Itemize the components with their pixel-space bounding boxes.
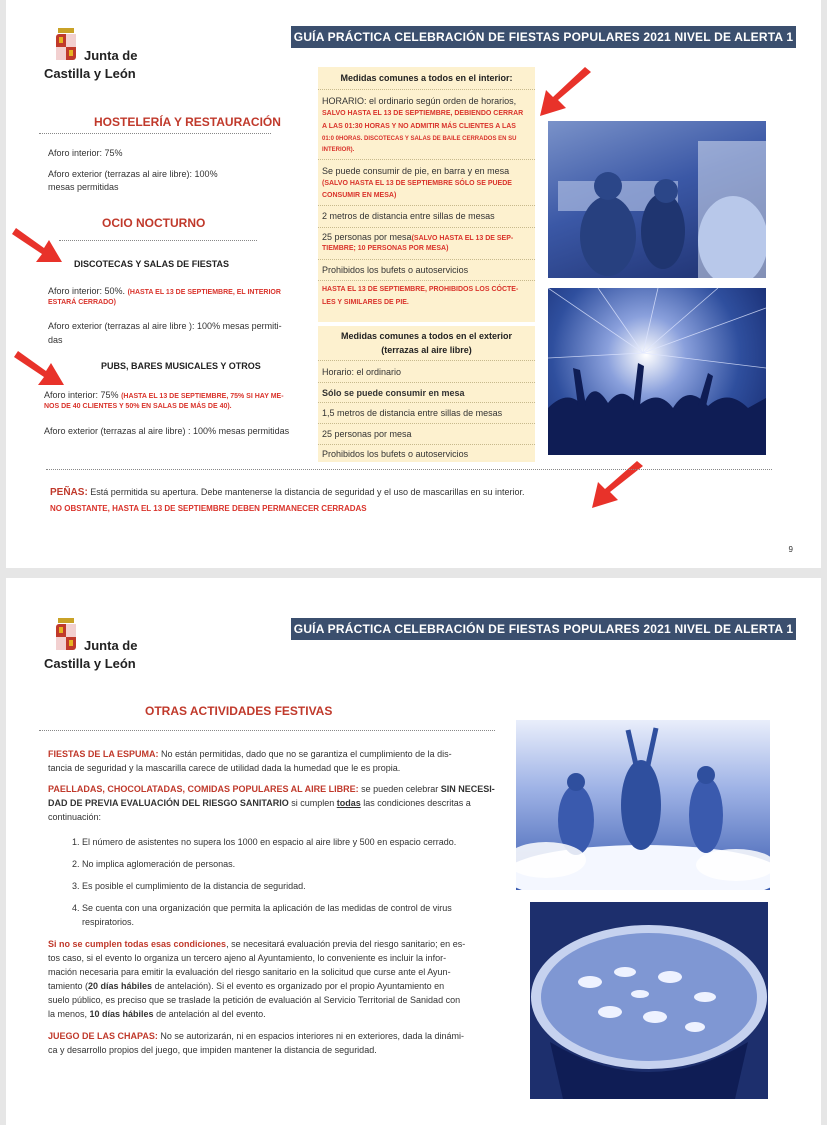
hosteleria-aforo-exterior: Aforo exterior (terrazas al aire libre): 100% — [48, 169, 218, 179]
disco-aforo-exterior-cont: das — [48, 335, 63, 345]
logo-text-line2: Castilla y León — [44, 656, 136, 671]
penas-note: NO OBSTANTE, HASTA EL 13 DE SEPTIEMBRE DEBEN PERMANECER CERRADAS — [50, 504, 367, 513]
divider — [59, 240, 257, 241]
paelladas-line3: continuación: — [48, 812, 102, 822]
exterior-personas: 25 personas por mesa — [322, 429, 412, 439]
divider — [39, 133, 271, 134]
red-arrow-icon — [536, 66, 596, 122]
logo-text-line1: Junta de — [84, 48, 138, 63]
nocumplen-line3: mación necesaria para emitir la evaluación del riesgo sanitario en la solicitud que curse ante el Ayun- — [48, 967, 451, 977]
exterior-distancia: 1,5 metros de distancia entre sillas de mesas — [322, 408, 503, 418]
espuma-paragraph-line2: tancia de seguridad y la mascarilla carece de utilidad dada la humedad que le es propia. — [48, 763, 401, 773]
divider — [46, 469, 772, 470]
red-arrow-icon — [588, 460, 648, 512]
pubs-title: PUBS, BARES MUSICALES Y OTROS — [101, 361, 261, 371]
junta-logo — [44, 618, 154, 674]
condition-item-cont: respiratorios. — [82, 917, 135, 927]
interior-bufets: Prohibidos los bufets o autoservicios — [322, 265, 469, 275]
paelladas-line1: PAELLADAS, CHOCOLATADAS, COMIDAS POPULARES AL AIRE LIBRE: se pueden celebrar SIN NECESI- — [48, 784, 495, 794]
party-photo — [548, 288, 766, 455]
interior-panel-title: Medidas comunes a todos en el interior: — [340, 73, 513, 83]
exterior-panel-title-1: Medidas comunes a todos en el exterior — [340, 331, 513, 341]
interior-personas-note: TIEMBRE; 10 PERSONAS POR MESA) — [322, 245, 449, 252]
foam-party-photo — [516, 720, 770, 890]
nocumplen-line6: la menos, 10 días hábiles de antelación al del evento. — [48, 1009, 266, 1019]
interior-horario: HORARIO: el ordinario según orden de horarios, — [322, 96, 517, 106]
interior-cocteles-note-2: LES Y SIMILARES DE PIE. — [322, 299, 409, 306]
hosteleria-aforo-interior: Aforo interior: 75% — [48, 148, 123, 158]
logo-text-line1: Junta de — [84, 638, 138, 653]
condition-item: 4. Se cuenta con una organización que permita la aplicación de las medidas de control de virus — [72, 903, 452, 913]
coat-of-arms-icon — [54, 618, 78, 652]
interior-horario-note-1: SALVO HASTA EL 13 DE SEPTIEMBRE, DEBIENDO CERRAR — [322, 110, 524, 117]
disco-interior-note: ESTARÁ CERRADO) — [48, 299, 116, 306]
document-page-9 — [6, 0, 821, 568]
interior-pie-note-2: CONSUMIR EN MESA) — [322, 192, 397, 199]
interior-pie-note-1: (SALVO HASTA EL 13 DE SEPTIEMBRE SÓLO SE PUEDE — [322, 180, 512, 187]
chapas-line1: JUEGO DE LAS CHAPAS: No se autorizarán, ni en espacios interiores ni en exteriores, dada la dinámi- — [48, 1031, 465, 1041]
page-number: 9 — [788, 545, 793, 554]
nocumplen-line1: Si no se cumplen todas esas condiciones, se necesitará evaluación previa del riesgo sanitario; en es- — [48, 939, 466, 949]
nocumplen-line2: tos caso, si el evento lo organiza un tercero ajeno al Ayuntamiento, lo conveniente es incluir la infor- — [48, 953, 447, 963]
interior-horario-note-3: 01:0 0HORAS. DISCOTECAS Y SALAS DE BAILE CERRADOS EN SU — [322, 136, 517, 142]
header-banner: GUÍA PRÁCTICA CELEBRACIÓN DE FIESTAS POPULARES 2021 NIVEL DE ALERTA 1 — [291, 618, 796, 640]
interior-horario-note-4: INTERIOR). — [322, 147, 355, 153]
pubs-aforo-interior: Aforo interior: 75% (HASTA EL 13 DE SEPTIEMBRE, 75% SI HAY ME- — [44, 390, 284, 400]
exterior-horario: Horario: el ordinario — [322, 367, 402, 377]
condition-item: 1. El número de asistentes no supera los 1000 en espacio al aire libre y 500 en espacio cerrado. — [72, 837, 457, 847]
nocumplen-line4: tamiento (20 días hábiles de antelación). Si el evento es organizado por el propio Ayuntamiento en — [48, 981, 445, 991]
hosteleria-aforo-exterior-cont: mesas permitidas — [48, 182, 119, 192]
chapas-line2: ca y desarrollo propios del juego, que impiden mantener la distancia de seguridad. — [48, 1045, 377, 1055]
pubs-aforo-exterior: Aforo exterior (terrazas al aire libre) : 100% mesas permitidas — [44, 426, 290, 436]
interior-personas: 25 personas por mesa(SALVO HASTA EL 13 DE SEP- — [322, 232, 514, 242]
exterior-mesa: Sólo se puede consumir en mesa — [322, 388, 465, 398]
interior-horario-note-2: A LAS 01:30 HORAS Y NO ADMITIR MÁS CLIENTES A LAS — [322, 123, 516, 130]
condition-item: 3. Es posible el cumplimiento de la distancia de seguridad. — [72, 881, 306, 891]
junta-logo — [44, 28, 154, 84]
discotecas-title: DISCOTECAS Y SALAS DE FIESTAS — [74, 259, 230, 269]
header-banner: GUÍA PRÁCTICA CELEBRACIÓN DE FIESTAS POPULARES 2021 NIVEL DE ALERTA 1 — [291, 26, 796, 48]
bar-photo — [548, 121, 766, 278]
disco-aforo-interior: Aforo interior: 50%. (HASTA EL 13 DE SEPTIEMBRE, EL INTERIOR — [48, 286, 281, 296]
otras-actividades-title: OTRAS ACTIVIDADES FESTIVAS — [145, 704, 333, 718]
ocio-title: OCIO NOCTURNO — [102, 216, 206, 230]
divider — [39, 730, 495, 731]
coat-of-arms-icon — [54, 28, 78, 62]
condition-item: 2. No implica aglomeración de personas. — [72, 859, 236, 869]
exterior-measures-panel — [318, 326, 535, 462]
disco-aforo-exterior: Aforo exterior (terrazas al aire libre ): 100% mesas permiti- — [48, 321, 282, 331]
red-arrow-icon — [14, 345, 68, 389]
exterior-panel-title-2: (terrazas al aire libre) — [381, 345, 472, 355]
penas-text: PEÑAS: Está permitida su apertura. Debe mantenerse la distancia de seguridad y el uso de mascarillas en su interior. — [50, 487, 525, 498]
document-page-10 — [6, 578, 821, 1125]
red-arrow-icon — [12, 222, 66, 266]
paella-photo — [530, 902, 768, 1099]
interior-measures-panel — [318, 67, 535, 322]
interior-distancia: 2 metros de distancia entre sillas de mesas — [322, 211, 495, 221]
logo-text-line2: Castilla y León — [44, 66, 136, 81]
hosteleria-title: HOSTELERÍA Y RESTAURACIÓN — [94, 115, 281, 129]
exterior-bufets: Prohibidos los bufets o autoservicios — [322, 449, 469, 459]
espuma-paragraph-line1: FIESTAS DE LA ESPUMA: No están permitidas, dado que no se garantiza el cumplimiento de la dis- — [48, 749, 452, 759]
paelladas-line2: DAD DE PREVIA EVALUACIÓN DEL RIESGO SANITARIO si cumplen todas las condiciones descritas a — [48, 798, 471, 808]
nocumplen-line5: suelo público, es preciso que se traslade la petición de evaluación al Servicio Territorial de Sanidad con — [48, 995, 461, 1005]
pubs-interior-note: NOS DE 40 CLIENTES Y 50% EN SALAS DE MÁS DE 40). — [44, 403, 232, 410]
interior-pie: Se puede consumir de pie, en barra y en mesa — [322, 166, 510, 176]
interior-cocteles-note-1: HASTA EL 13 DE SEPTIEMBRE, PROHIBIDOS LOS CÓCTE- — [322, 286, 519, 293]
